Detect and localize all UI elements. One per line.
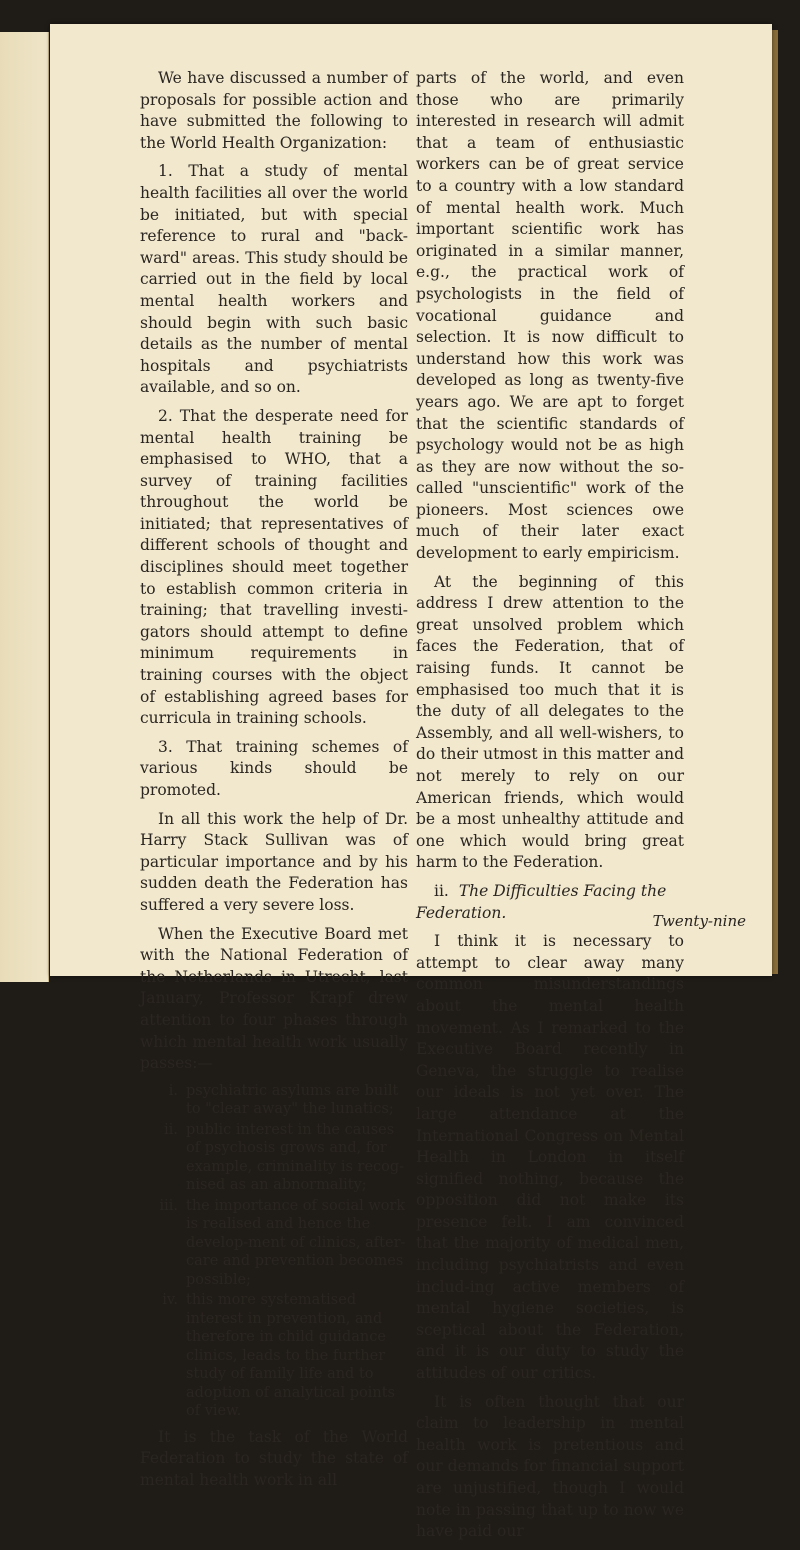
left-column bbox=[140, 68, 408, 1499]
phases-list bbox=[140, 1082, 408, 1421]
list-item bbox=[140, 1121, 408, 1195]
paragraph: In all this work the help of Dr. Harry Stack Sullivan was of particular importance and by his sudden death the Federation has suffered a very severe loss. bbox=[140, 809, 408, 914]
list-item-text: the importance of social work is realised and hence the develop-ment of clinics, after-care and prevention becomes possible; bbox=[186, 1197, 406, 1288]
paragraph: I think it is necessary to attempt to clear away many common misunderstandings about the mental health movement. As I remarked to the Executive Board recently in Geneva, the struggle to realise our ideals is not yet over. The large attendance at the International Congress on Mental Health in London in itself signified nothing, because the opposition did not make its presence felt. I am convinced that the majority of medical men, including psychiatrists and even includ-ing active members of mental hygiene societies, is sceptical about the Federation, and it is our duty to study the attitudes of our critics. bbox=[416, 932, 684, 1383]
section-heading-number: ii. bbox=[434, 881, 449, 900]
list-item bbox=[140, 1291, 408, 1421]
list-item-number: i. bbox=[168, 1082, 178, 1099]
paragraph: parts of the world, and even those who are primarily interested in research will admit that a team of enthusiastic workers can be of great service to a country with a low standard of mental health work. Much important scientific work has originated in a similar manner, e.g., the practical work of psychologists in the field of vocational guidance and selection. It is now difficult to understand how this work was developed as long as twenty-five years ago. We are apt to forget that the scientific standards of psychology would not be as high as they are now without the so-called "unscientific" work of the pioneers. Most sciences owe much of their later exact development to early empiricism. bbox=[416, 69, 684, 563]
right-column bbox=[416, 68, 684, 1550]
list-item-text: public interest in the causes of psychosis grows and, for example, criminality is recog-nised as an abnormality; bbox=[186, 1121, 405, 1194]
list-item-number: ii. bbox=[164, 1121, 178, 1138]
list-item bbox=[140, 1082, 408, 1119]
page-edge-shadow bbox=[772, 30, 778, 974]
paragraph: At the beginning of this address I drew attention to the great unsolved problem which faces the Federation, that of raising funds. It cannot be emphasised too much that it is the duty of all delegates to the Assembly, and all well-wishers, to do their utmost in this matter and not merely to rely on our American friends, which would be a most unhealthy attitude and one which would bring great harm to the Federation. bbox=[416, 572, 684, 872]
page-number: Twenty-nine bbox=[652, 912, 746, 930]
paragraph: 3. That training schemes of various kinds should be promoted. bbox=[140, 737, 408, 799]
paragraph: 2. That the desperate need for mental health training be emphasised to WHO, that a survey of training facilities throughout the world be initiated; that representatives of different schools of thought and disciplines should meet together to establish common criteria in training; that travelling investi-gators should attempt to define minimum requirements in training courses with the object of establishing agreed bases for curricula in training schools. bbox=[140, 406, 408, 728]
section-heading-text: The Difficulties Facing the Federation. bbox=[416, 881, 667, 922]
paragraph: It is the task of the World Federation to study the state of mental health work in all bbox=[140, 1427, 408, 1489]
facing-page-edge bbox=[0, 32, 49, 982]
list-item-text: psychiatric asylums are built to "clear away" the lunatics; bbox=[186, 1082, 399, 1118]
list-item-number: iv. bbox=[162, 1292, 178, 1309]
paragraph: It is often thought that our claim to leadership in mental health work is pretentious and our demands for financial support are unjustified, though I would note in passing that up to now we have paid our bbox=[416, 1392, 684, 1541]
document-page bbox=[50, 24, 772, 1541]
paragraph: When the Executive Board met with the National Federation of the Netherlands in Utrecht, last January, Professor Krapf drew attention to four phases through which mental health work usually passes:— bbox=[140, 924, 408, 1073]
list-item bbox=[140, 1197, 408, 1290]
paragraph: 1. That a study of mental health facilities all over the world be initiated, but with special reference to rural and "back-ward" areas. This study should be carried out in the field by local mental health workers and should begin with such basic details as the number of mental hospitals and psychiatrists available, and so on. bbox=[140, 162, 408, 397]
list-item-number: iii. bbox=[159, 1197, 178, 1214]
list-item-text: this more systematised interest in prevention, and therefore in child guidance clinics, leads to the further study of family life and to adoption of analytical points of view. bbox=[186, 1292, 395, 1420]
paragraph: We have discussed a number of proposals for possible action and have submitted the following to the World Health Organization: bbox=[140, 69, 408, 152]
